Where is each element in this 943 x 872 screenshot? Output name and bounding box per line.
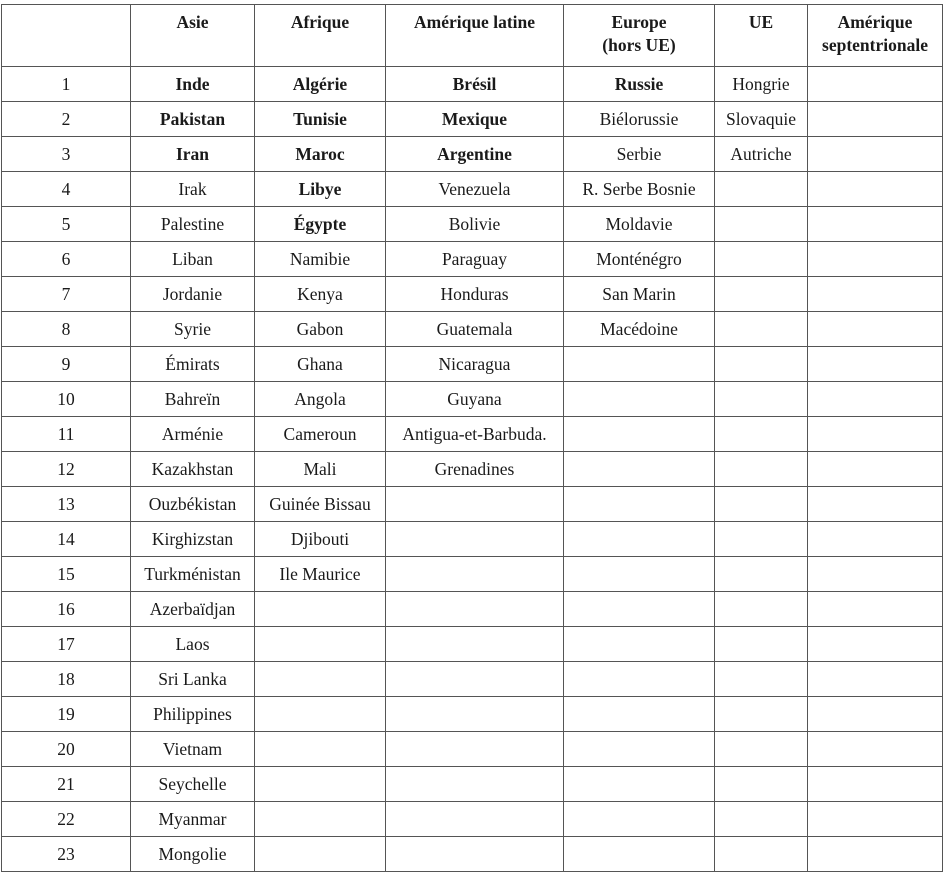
europe-cell: Monténégro <box>564 242 715 277</box>
amerique-latine-cell: Argentine <box>386 137 564 172</box>
ue-cell <box>715 207 808 242</box>
table-row <box>2 487 943 522</box>
ue-cell <box>715 452 808 487</box>
ue-cell <box>715 732 808 767</box>
ue-cell <box>715 242 808 277</box>
amerique-septentrionale-cell <box>808 207 943 242</box>
asie-cell: Mongolie <box>131 837 255 872</box>
header-row <box>2 5 943 67</box>
rank-cell: 21 <box>2 767 131 802</box>
europe-cell: Moldavie <box>564 207 715 242</box>
table-row <box>2 312 943 347</box>
amerique-latine-cell <box>386 592 564 627</box>
amerique-latine-cell: Antigua-et-Barbuda. <box>386 417 564 452</box>
table-row <box>2 417 943 452</box>
afrique-cell: Mali <box>255 452 386 487</box>
afrique-cell <box>255 767 386 802</box>
rank-cell: 18 <box>2 662 131 697</box>
table-row <box>2 557 943 592</box>
europe-cell: Biélorussie <box>564 102 715 137</box>
amerique-latine-cell: Guyana <box>386 382 564 417</box>
amerique-latine-cell: Paraguay <box>386 242 564 277</box>
ue-cell <box>715 172 808 207</box>
afrique-cell <box>255 802 386 837</box>
amerique-latine-cell: Guatemala <box>386 312 564 347</box>
amerique-latine-cell: Grenadines <box>386 452 564 487</box>
asie-cell: Myanmar <box>131 802 255 837</box>
rank-cell: 6 <box>2 242 131 277</box>
amerique-septentrionale-cell <box>808 417 943 452</box>
asie-cell: Vietnam <box>131 732 255 767</box>
amerique-septentrionale-cell <box>808 277 943 312</box>
amerique-latine-cell <box>386 487 564 522</box>
header-rank <box>2 5 131 67</box>
amerique-latine-cell <box>386 627 564 662</box>
afrique-cell: Guinée Bissau <box>255 487 386 522</box>
rank-cell: 14 <box>2 522 131 557</box>
asie-cell: Irak <box>131 172 255 207</box>
ue-cell <box>715 522 808 557</box>
amerique-septentrionale-cell <box>808 802 943 837</box>
afrique-cell: Namibie <box>255 242 386 277</box>
amerique-septentrionale-cell <box>808 67 943 102</box>
rank-cell: 10 <box>2 382 131 417</box>
europe-cell <box>564 557 715 592</box>
ue-cell <box>715 837 808 872</box>
ue-cell <box>715 697 808 732</box>
afrique-cell: Djibouti <box>255 522 386 557</box>
country-ranking-table <box>1 4 943 872</box>
ue-cell <box>715 312 808 347</box>
table-row <box>2 452 943 487</box>
rank-cell: 13 <box>2 487 131 522</box>
asie-cell: Kirghizstan <box>131 522 255 557</box>
afrique-cell <box>255 592 386 627</box>
amerique-septentrionale-cell <box>808 767 943 802</box>
amerique-latine-cell <box>386 522 564 557</box>
afrique-cell: Ghana <box>255 347 386 382</box>
afrique-cell: Libye <box>255 172 386 207</box>
amerique-septentrionale-cell <box>808 592 943 627</box>
ue-cell <box>715 627 808 662</box>
asie-cell: Syrie <box>131 312 255 347</box>
amerique-septentrionale-cell <box>808 522 943 557</box>
table-row <box>2 67 943 102</box>
asie-cell: Turkménistan <box>131 557 255 592</box>
rank-cell: 2 <box>2 102 131 137</box>
rank-cell: 23 <box>2 837 131 872</box>
amerique-latine-cell <box>386 662 564 697</box>
amerique-septentrionale-cell <box>808 382 943 417</box>
afrique-cell: Kenya <box>255 277 386 312</box>
table-row <box>2 522 943 557</box>
rank-cell: 15 <box>2 557 131 592</box>
ue-cell <box>715 802 808 837</box>
amerique-septentrionale-cell <box>808 662 943 697</box>
asie-cell: Ouzbékistan <box>131 487 255 522</box>
asie-cell: Kazakhstan <box>131 452 255 487</box>
header-amerique-septentrionale: Amérique septentrionale <box>808 5 943 67</box>
amerique-septentrionale-cell <box>808 627 943 662</box>
rank-cell: 3 <box>2 137 131 172</box>
asie-cell: Pakistan <box>131 102 255 137</box>
europe-cell <box>564 487 715 522</box>
rank-cell: 5 <box>2 207 131 242</box>
table-row <box>2 592 943 627</box>
rank-cell: 22 <box>2 802 131 837</box>
amerique-latine-cell <box>386 697 564 732</box>
amerique-septentrionale-cell <box>808 452 943 487</box>
table-row <box>2 732 943 767</box>
table-row <box>2 627 943 662</box>
europe-cell <box>564 592 715 627</box>
rank-cell: 16 <box>2 592 131 627</box>
table-row <box>2 137 943 172</box>
amerique-septentrionale-cell <box>808 732 943 767</box>
table-row <box>2 767 943 802</box>
asie-cell: Seychelle <box>131 767 255 802</box>
ue-cell: Slovaquie <box>715 102 808 137</box>
amerique-septentrionale-cell <box>808 557 943 592</box>
europe-cell: Russie <box>564 67 715 102</box>
afrique-cell: Algérie <box>255 67 386 102</box>
table-row <box>2 382 943 417</box>
europe-cell <box>564 452 715 487</box>
amerique-latine-cell <box>386 767 564 802</box>
afrique-cell: Égypte <box>255 207 386 242</box>
rank-cell: 19 <box>2 697 131 732</box>
amerique-latine-cell: Honduras <box>386 277 564 312</box>
amerique-latine-cell: Nicaragua <box>386 347 564 382</box>
ue-cell <box>715 592 808 627</box>
table-row <box>2 837 943 872</box>
europe-cell <box>564 382 715 417</box>
header-europe-hors-ue: Europe (hors UE) <box>564 5 715 67</box>
rank-cell: 7 <box>2 277 131 312</box>
europe-cell <box>564 802 715 837</box>
amerique-septentrionale-cell <box>808 102 943 137</box>
header-asie: Asie <box>131 5 255 67</box>
ue-cell: Hongrie <box>715 67 808 102</box>
europe-cell <box>564 417 715 452</box>
asie-cell: Inde <box>131 67 255 102</box>
amerique-latine-cell: Venezuela <box>386 172 564 207</box>
rank-cell: 11 <box>2 417 131 452</box>
ue-cell: Autriche <box>715 137 808 172</box>
europe-cell: San Marin <box>564 277 715 312</box>
asie-cell: Azerbaïdjan <box>131 592 255 627</box>
afrique-cell <box>255 837 386 872</box>
ue-cell <box>715 417 808 452</box>
europe-cell <box>564 627 715 662</box>
header-afrique: Afrique <box>255 5 386 67</box>
asie-cell: Arménie <box>131 417 255 452</box>
table-row <box>2 347 943 382</box>
ue-cell <box>715 487 808 522</box>
afrique-cell: Tunisie <box>255 102 386 137</box>
amerique-septentrionale-cell <box>808 242 943 277</box>
amerique-septentrionale-cell <box>808 137 943 172</box>
ue-cell <box>715 277 808 312</box>
ue-cell <box>715 662 808 697</box>
europe-cell <box>564 662 715 697</box>
asie-cell: Liban <box>131 242 255 277</box>
ue-cell <box>715 347 808 382</box>
afrique-cell: Ile Maurice <box>255 557 386 592</box>
amerique-septentrionale-cell <box>808 487 943 522</box>
table-row <box>2 277 943 312</box>
europe-cell: Macédoine <box>564 312 715 347</box>
rank-cell: 20 <box>2 732 131 767</box>
asie-cell: Iran <box>131 137 255 172</box>
header-amerique-latine: Amérique latine <box>386 5 564 67</box>
asie-cell: Philippines <box>131 697 255 732</box>
rank-cell: 17 <box>2 627 131 662</box>
amerique-septentrionale-cell <box>808 312 943 347</box>
asie-cell: Palestine <box>131 207 255 242</box>
ue-cell <box>715 382 808 417</box>
europe-cell <box>564 347 715 382</box>
amerique-septentrionale-cell <box>808 172 943 207</box>
amerique-latine-cell: Mexique <box>386 102 564 137</box>
afrique-cell: Angola <box>255 382 386 417</box>
europe-cell <box>564 697 715 732</box>
amerique-latine-cell <box>386 837 564 872</box>
table-row <box>2 102 943 137</box>
afrique-cell: Cameroun <box>255 417 386 452</box>
asie-cell: Émirats <box>131 347 255 382</box>
amerique-latine-cell <box>386 802 564 837</box>
table-row <box>2 697 943 732</box>
amerique-septentrionale-cell <box>808 697 943 732</box>
asie-cell: Jordanie <box>131 277 255 312</box>
amerique-septentrionale-cell <box>808 347 943 382</box>
amerique-latine-cell: Bolivie <box>386 207 564 242</box>
afrique-cell: Gabon <box>255 312 386 347</box>
rank-cell: 1 <box>2 67 131 102</box>
europe-cell: Serbie <box>564 137 715 172</box>
ue-cell <box>715 767 808 802</box>
table-row <box>2 242 943 277</box>
rank-cell: 12 <box>2 452 131 487</box>
asie-cell: Laos <box>131 627 255 662</box>
table-row <box>2 207 943 242</box>
table-row <box>2 172 943 207</box>
header-ue: UE <box>715 5 808 67</box>
europe-cell <box>564 522 715 557</box>
rank-cell: 4 <box>2 172 131 207</box>
europe-cell <box>564 837 715 872</box>
asie-cell: Bahreïn <box>131 382 255 417</box>
table-row <box>2 802 943 837</box>
asie-cell: Sri Lanka <box>131 662 255 697</box>
afrique-cell: Maroc <box>255 137 386 172</box>
europe-cell <box>564 732 715 767</box>
amerique-latine-cell <box>386 732 564 767</box>
afrique-cell <box>255 627 386 662</box>
afrique-cell <box>255 697 386 732</box>
table-row <box>2 662 943 697</box>
europe-cell <box>564 767 715 802</box>
amerique-latine-cell <box>386 557 564 592</box>
ue-cell <box>715 557 808 592</box>
rank-cell: 8 <box>2 312 131 347</box>
afrique-cell <box>255 662 386 697</box>
amerique-latine-cell: Brésil <box>386 67 564 102</box>
amerique-septentrionale-cell <box>808 837 943 872</box>
europe-cell: R. Serbe Bosnie <box>564 172 715 207</box>
rank-cell: 9 <box>2 347 131 382</box>
afrique-cell <box>255 732 386 767</box>
table-body <box>2 67 943 872</box>
